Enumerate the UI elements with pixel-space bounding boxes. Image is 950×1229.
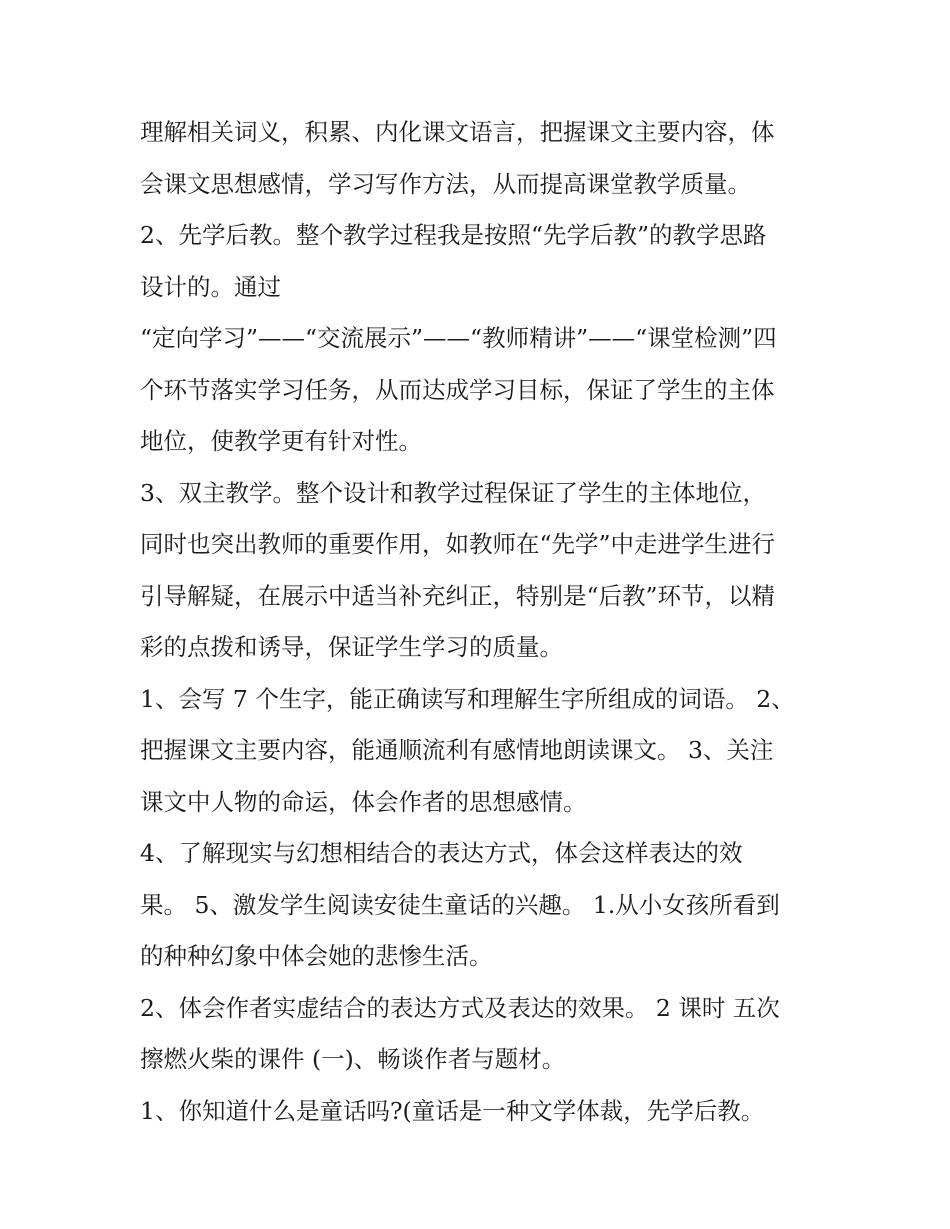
document-body	[140, 107, 820, 1137]
text-line: 彩的点拨和诱导，保证学生学习的质量。	[140, 633, 563, 661]
text-line: 2、体会作者实虚结合的表达方式及表达的效果。 2 课时 五次	[140, 993, 780, 1022]
text-line: 会课文思想感情，学习写作方法，从而提高课堂教学质量。	[140, 169, 751, 198]
text-line: 果。 5、激发学生阅读安徒生童话的兴趣。 1.从小女孩所看到	[140, 890, 780, 919]
text-line: 2、先学后教。整个教学过程我是按照“先学后教”的教学思路	[140, 221, 767, 249]
text-line: “定向学习”——“交流展示”——“教师精讲”——“课堂检测”四	[140, 324, 777, 352]
text-line: 1、会写 7 个生字，能正确读写和理解生字所组成的词语。 2、	[140, 684, 795, 713]
text-line: 个环节落实学习任务，从而达成学习目标，保证了学生的主体	[140, 375, 775, 404]
text-line: 3、双主教学。整个设计和教学过程保证了学生的主体地位，	[140, 478, 766, 507]
text-line: 擦燃火柴的课件 (一)、畅谈作者与题材。	[140, 1045, 566, 1073]
text-line: 把握课文主要内容，能通顺流利有感情地朗读课文。 3、关注	[140, 736, 774, 764]
text-line: 理解相关词义，积累、内化课文语言，把握课文主要内容，体	[140, 118, 775, 146]
text-line: 4、了解现实与幻想相结合的表达方式，体会这样表达的效	[140, 839, 743, 867]
text-line: 同时也突出教师的重要作用，如教师在“先学”中走进学生进行	[140, 530, 776, 558]
text-line: 1、你知道什么是童话吗?(童话是一种文学体裁，先学后教。	[140, 1096, 765, 1125]
text-line: 引导解疑，在展示中适当补充纠正，特别是“后教”环节，以精	[140, 581, 776, 610]
text-line: 课文中人物的命运，体会作者的思想感情。	[140, 787, 587, 816]
text-line: 设计的。通过	[140, 272, 281, 301]
text-line: 的种种幻象中体会她的悲惨生活。	[140, 942, 493, 970]
text-line: 地位，使教学更有针对性。	[140, 427, 422, 455]
